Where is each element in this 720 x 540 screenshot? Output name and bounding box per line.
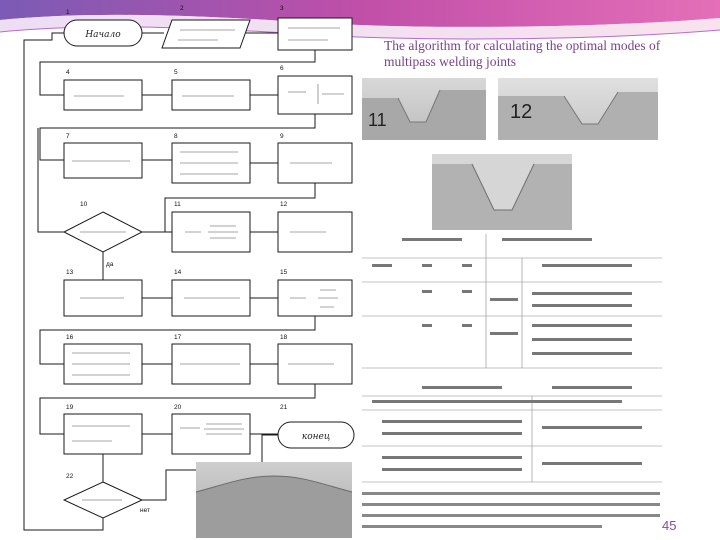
block-number: 11 [174, 201, 181, 208]
welding-modes-table-1 [362, 234, 662, 370]
block-number: 17 [174, 334, 182, 341]
block-7 [64, 143, 142, 178]
welding-modes-table-2 [362, 380, 662, 484]
block-number: 12 [280, 201, 288, 208]
block-number: 8 [174, 133, 178, 140]
block-3 [278, 18, 352, 50]
yes-label: да [106, 261, 114, 268]
block-5 [172, 80, 250, 110]
block-number: 18 [280, 334, 288, 341]
block-number: 2 [180, 5, 184, 12]
block-number: 19 [66, 404, 74, 411]
block-4 [64, 80, 142, 110]
table-footnote [362, 490, 662, 534]
photo-label-12: 12 [510, 101, 533, 123]
block-number: 3 [280, 5, 284, 12]
block-number: 7 [66, 133, 70, 140]
block-number: 6 [280, 65, 284, 72]
end-label: конец [301, 432, 331, 442]
block-6 [278, 76, 352, 114]
block-19 [64, 414, 142, 454]
start-label: Начало [85, 30, 121, 40]
weld-photo-cross-section [432, 154, 572, 230]
block-number: 22 [66, 473, 74, 480]
weld-photo-11 [362, 78, 486, 140]
block-15 [278, 280, 352, 316]
weld-photo-bottom [196, 462, 352, 538]
no-label: нет [140, 507, 150, 514]
block-number: 10 [80, 201, 88, 208]
block-number: 13 [66, 269, 74, 276]
slide-title: The algorithm for calculating the optimal modes of multipass welding joints [384, 38, 661, 69]
block-number: 1 [66, 9, 70, 16]
page-number: 45 [662, 518, 677, 533]
block-number: 20 [174, 404, 182, 411]
block-number: 9 [280, 133, 284, 140]
block-number: 4 [66, 69, 70, 76]
block-number: 21 [280, 404, 288, 411]
photo-label-11: 11 [368, 110, 387, 130]
block-number: 5 [174, 69, 178, 76]
block-number: 14 [174, 269, 182, 276]
block-number: 16 [66, 334, 74, 341]
input-block [162, 20, 250, 48]
weld-photo-12 [498, 78, 658, 140]
block-number: 15 [280, 269, 288, 276]
